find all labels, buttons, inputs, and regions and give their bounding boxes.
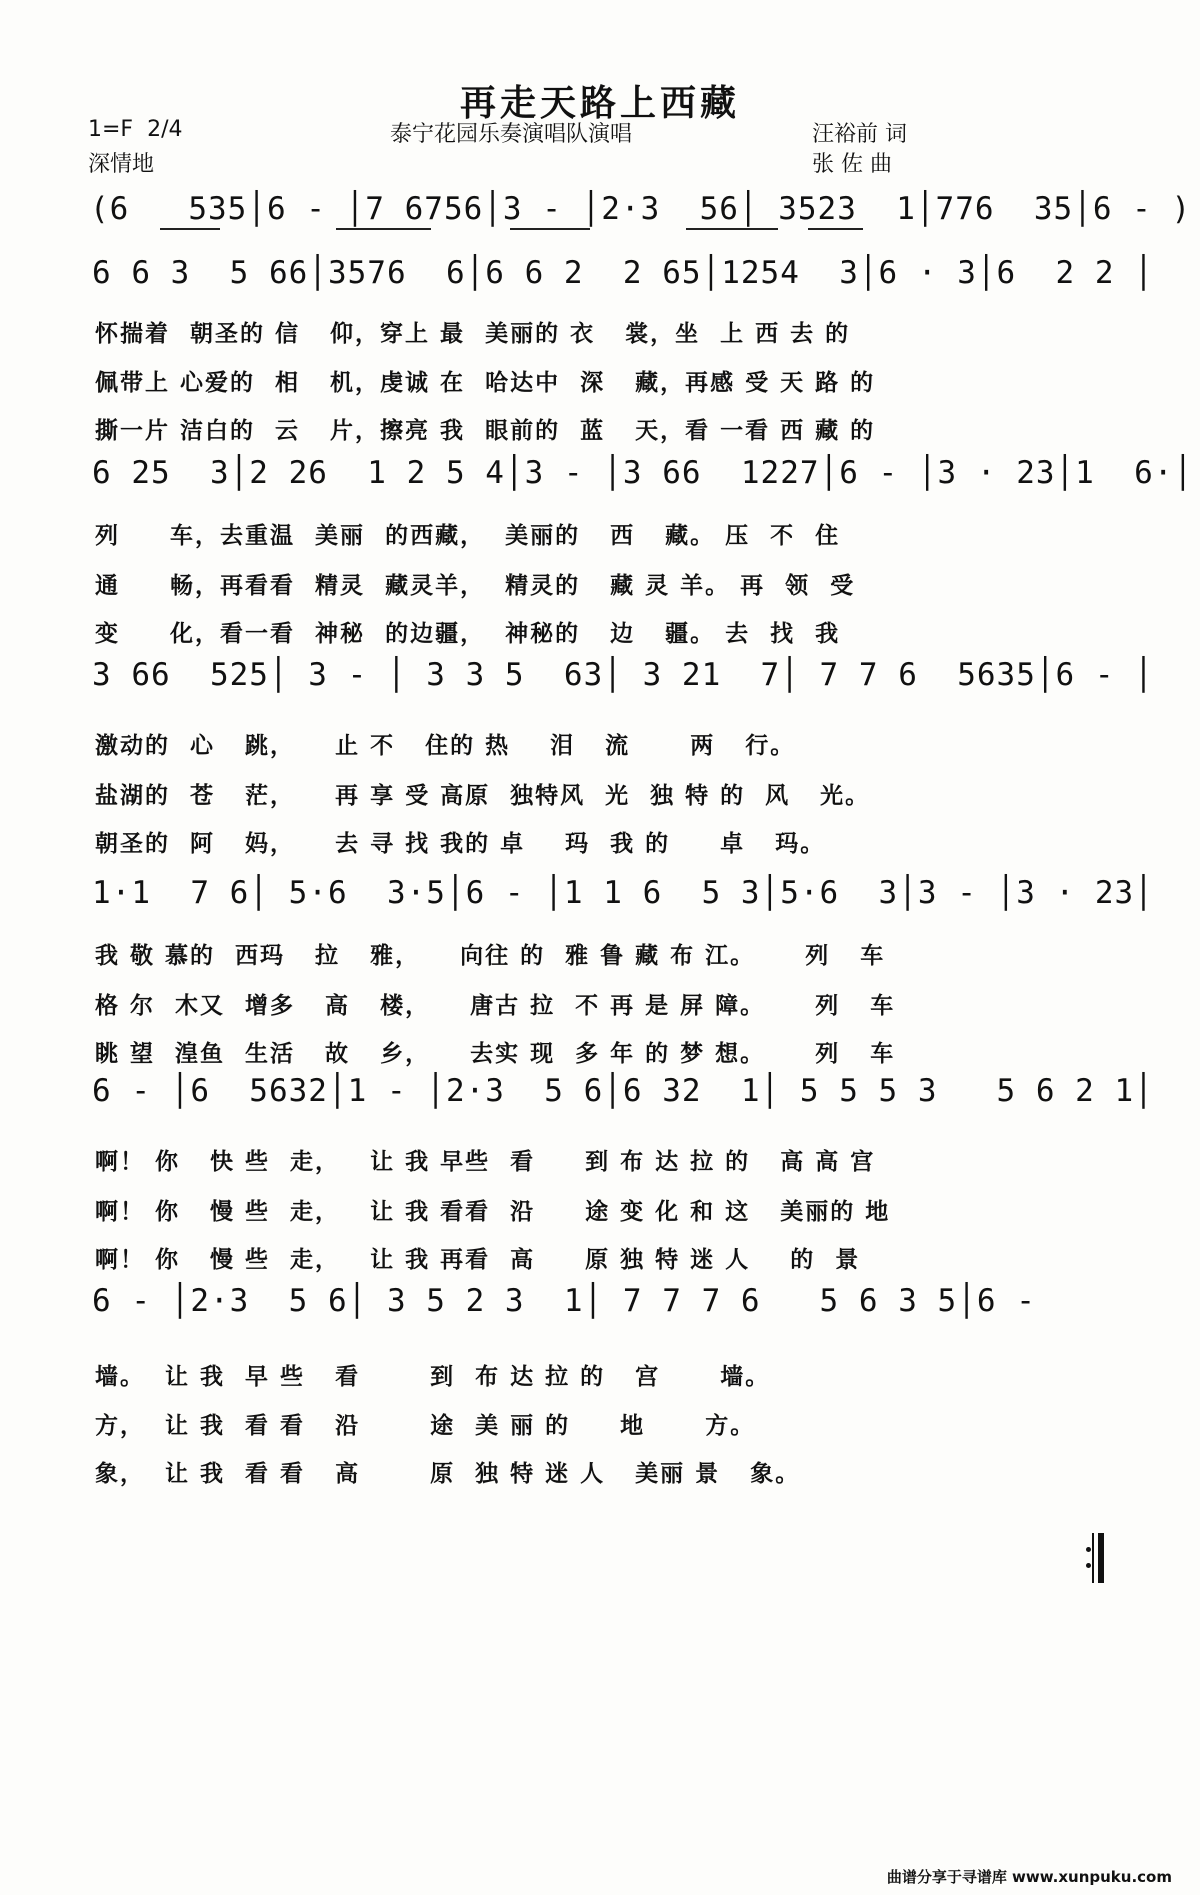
lyric-verse-2: 格 尔 木又 增多 高 楼， 唐古 拉 不 再 是 屏 障。 列 车 [95, 993, 896, 1019]
lyric-verse-1: 列 车，去重温 美丽 的西藏， 美丽的 西 藏。 压 不 住 [95, 523, 841, 549]
system-notes: 6 - │2·3 5 6│ 3 5 2 3 1│ 7 7 7 6 5 6 3 5│6 - [92, 1283, 1036, 1319]
barline-thin [1092, 1533, 1094, 1583]
lyric-verse-3: 朝圣的 阿 妈， 去 寻 找 我的 卓 玛 我 的 卓 玛。 [95, 831, 826, 857]
system-notes: 6 25 3│2 26 1 2 5 4│3 - │3 66 1227│6 - │3 · 23│1 6·│ [92, 455, 1194, 491]
system-notes: 1·1 7 6│ 5·6 3·5│6 - │1 1 6 5 3│5·6 3│3 - │3 · 23│ [92, 875, 1154, 911]
intro-underline [108, 228, 1103, 242]
repeat-dot [1086, 1563, 1091, 1568]
footer-source: 曲谱分享于寻谱库 www.xunpuku.com [886, 1868, 1172, 1886]
lyric-verse-1: 激动的 心 跳， 止 不 住的 热 泪 流 两 行。 [95, 733, 796, 759]
end-repeat-barline [1086, 1533, 1108, 1583]
system-notes: 3 66 525│ 3 - │ 3 3 5 63│ 3 21 7│ 7 7 6 5635│6 - │ [92, 657, 1154, 693]
lyric-verse-2: 方， 让 我 看 看 沿 途 美 丽 的 地 方。 [95, 1413, 756, 1439]
lyric-verse-1: 啊！ 你 快 些 走， 让 我 早些 看 到 布 达 拉 的 高 高 宫 [95, 1149, 876, 1175]
composer: 张 佐 曲 [812, 152, 892, 177]
system-notes: 6 6 3 5 66│3576 6│6 6 2 2 65│1254 3│6 · 3│6 2 2 │ [92, 255, 1154, 291]
key-meter: 1=F 2/4 [88, 117, 183, 142]
lyric-verse-3: 撕一片 洁白的 云 片，擦亮 我 眼前的 蓝 天，看 一看 西 藏 的 [95, 418, 876, 444]
mood-marking: 深情地 [88, 152, 155, 177]
lyric-verse-1: 墙。 让 我 早 些 看 到 布 达 拉 的 宫 墙。 [95, 1364, 771, 1390]
system-notes: 6 - │6 5632│1 - │2·3 5 6│6 32 1│ 5 5 5 3 5 6 2 1│ [92, 1073, 1154, 1109]
barline-thick [1098, 1533, 1104, 1583]
song-title: 再走天路上西藏 [459, 83, 740, 124]
lyric-verse-2: 佩带上 心爱的 相 机，虔诚 在 哈达中 深 藏，再感 受 天 路 的 [95, 370, 876, 396]
lyric-verse-2: 通 畅，再看看 精灵 藏灵羊， 精灵的 藏 灵 羊。 再 领 受 [95, 573, 856, 599]
lyric-verse-1: 我 敬 慕的 西玛 拉 雅， 向往 的 雅 鲁 藏 布 江。 列 车 [95, 943, 886, 969]
lyric-verse-1: 怀揣着 朝圣的 信 仰，穿上 最 美丽的 衣 裳，坐 上 西 去 的 [95, 321, 851, 347]
lyricist: 汪裕前 词 [812, 122, 907, 147]
lyric-verse-3: 变 化，看一看 神秘 的边疆， 神秘的 边 疆。 去 找 我 [95, 621, 841, 647]
performer: 泰宁花园乐奏演唱队演唱 [390, 122, 633, 147]
intro-notes: (6 535│6 - │7 6756│3 - │2·3 56│ 3523 1│776 35│6 - ) [90, 191, 1192, 227]
repeat-dot [1086, 1547, 1091, 1552]
lyric-verse-3: 啊！ 你 慢 些 走， 让 我 再看 高 原 独 特 迷 人 的 景 [95, 1247, 861, 1273]
lyric-verse-3: 象， 让 我 看 看 高 原 独 特 迷 人 美丽 景 象。 [95, 1461, 801, 1487]
lyric-verse-2: 啊！ 你 慢 些 走， 让 我 看看 沿 途 变 化 和 这 美丽的 地 [95, 1199, 891, 1225]
lyric-verse-2: 盐湖的 苍 茫， 再 享 受 高原 独特风 光 独 特 的 风 光。 [95, 783, 871, 809]
lyric-verse-3: 眺 望 湟鱼 生活 故 乡， 去实 现 多 年 的 梦 想。 列 车 [95, 1041, 896, 1067]
